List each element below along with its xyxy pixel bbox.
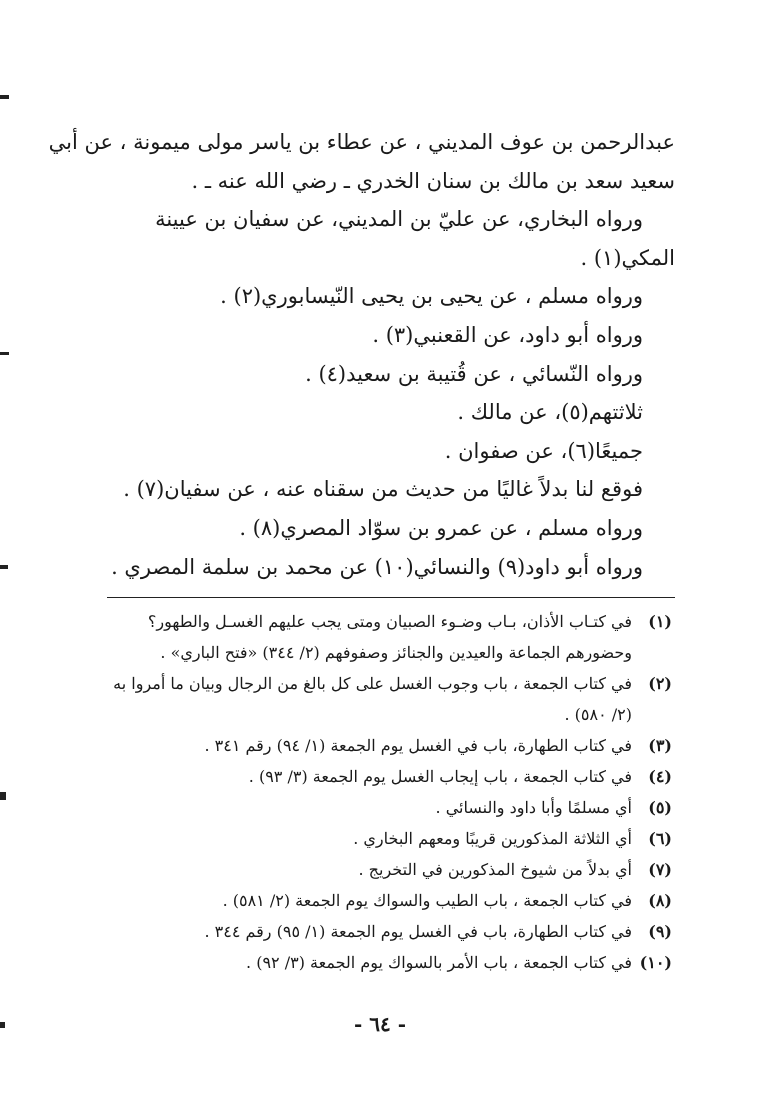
text-line: عبدالرحمن بن عوف المديني ، عن عطاء بن ياسر مولى ميمونة ، عن أبي — [48, 130, 675, 154]
footnote-8 — [90, 885, 672, 916]
footnote-line: في كتاب الطهارة، باب في الغسل يوم الجمعة (١/ ٩٤) رقم ٣٤١ . — [204, 736, 632, 755]
footnote-line: أي الثلاثة المذكورين قريبًا ومعهم البخاري . — [353, 829, 632, 848]
text-line: ورواه البخاري، عن عليّ بن المديني، عن سفيان بن عيينة — [155, 207, 643, 232]
text-line: جميعًا(٦)، عن صفوان . — [444, 438, 643, 463]
scan-edge-mark — [0, 565, 8, 569]
page-number: - ٦٤ - — [353, 1012, 406, 1036]
footnote-number: (٣) — [648, 736, 672, 755]
footnote-4 — [90, 761, 672, 792]
footnote-line: أي بدلاً من شيوخ المذكورين في التخريج . — [358, 860, 632, 879]
footnote-number: (٥) — [648, 798, 672, 817]
footnote-number: (٢) — [648, 674, 672, 693]
footnote-number: (١) — [648, 612, 672, 631]
scan-edge-mark — [0, 792, 6, 800]
footnote-line: في كتاب الجمعة ، باب إيجاب الغسل يوم الجمعة (٣/ ٩٣) . — [248, 767, 632, 786]
footnote-number: (٩) — [648, 922, 672, 941]
paragraph-2 — [85, 200, 675, 277]
footnote-6 — [90, 823, 672, 854]
footnote-7 — [90, 854, 672, 885]
paragraph-1 — [48, 123, 675, 200]
text-line: فوقع لنا بدلاً غاليًا من حديث من سقناه عنه ، عن سفيان(٧) . — [123, 477, 643, 502]
footnote-number: (٦) — [648, 829, 672, 848]
text-line: المكي(١) . — [580, 245, 675, 270]
footnote-line: (٢/ ٥٨٠) . — [564, 705, 632, 724]
footnote-3 — [90, 730, 672, 761]
footnote-line: أي مسلمًا وأبا داود والنسائي . — [435, 798, 632, 817]
footnote-line: في كتاب الجمعة ، باب وجوب الغسل على كل بالغ من الرجال وبيان ما أمروا به — [113, 674, 632, 693]
footnote-line: وحضورهم الجماعة والعيدين والجنائز وصفوفهم (٢/ ٣٤٤) «فتح الباري» . — [160, 643, 632, 662]
footnote-1 — [90, 606, 672, 668]
footnote-line: في كتـاب الأذان، بـاب وضـوء الصبيان ومتى يجب عليهم الغسـل والطهور؟ — [147, 612, 632, 631]
scan-edge-mark — [0, 352, 9, 355]
text-line: ورواه مسلم ، عن عمرو بن سوّاد المصري(٨) . — [239, 515, 643, 540]
footnote-10 — [90, 947, 672, 978]
footnote-line: في كتاب الجمعة ، باب الأمر بالسواك يوم الجمعة (٣/ ٩٢) . — [246, 953, 632, 972]
main-text — [48, 123, 675, 586]
scan-edge-mark — [0, 95, 9, 99]
footnotes — [90, 606, 672, 978]
footnote-divider — [107, 597, 675, 598]
footnote-number: (١٠) — [639, 953, 672, 972]
text-line: ورواه أبو داود، عن القعنبي(٣) . — [372, 322, 643, 347]
footnote-number: (٧) — [648, 860, 672, 879]
text-line: سعيد سعد بن مالك بن سنان الخدري ـ رضي الله عنه ـ . — [191, 168, 675, 193]
scan-edge-mark — [0, 1022, 5, 1028]
footnote-line: في كتاب الجمعة ، باب الطيب والسواك يوم الجمعة (٢/ ٥٨١) . — [222, 891, 632, 910]
footnote-2 — [90, 668, 672, 730]
footnote-number: (٤) — [648, 767, 672, 786]
text-line: ورواه أبو داود(٩) والنسائي(١٠) عن محمد بن سلمة المصري . — [111, 554, 643, 579]
text-line: ورواه مسلم ، عن يحيى بن يحيى النّيسابوري(٢) . — [220, 284, 643, 309]
footnote-number: (٨) — [648, 891, 672, 910]
text-line: ورواه النّسائي ، عن قُتيبة بن سعيد(٤) . — [305, 361, 643, 386]
footnote-5 — [90, 792, 672, 823]
footnote-9 — [90, 916, 672, 947]
text-line: ثلاثتهم(٥)، عن مالك . — [457, 400, 643, 425]
footnote-line: في كتاب الطهارة، باب في الغسل يوم الجمعة (١/ ٩٥) رقم ٣٤٤ . — [204, 922, 632, 941]
